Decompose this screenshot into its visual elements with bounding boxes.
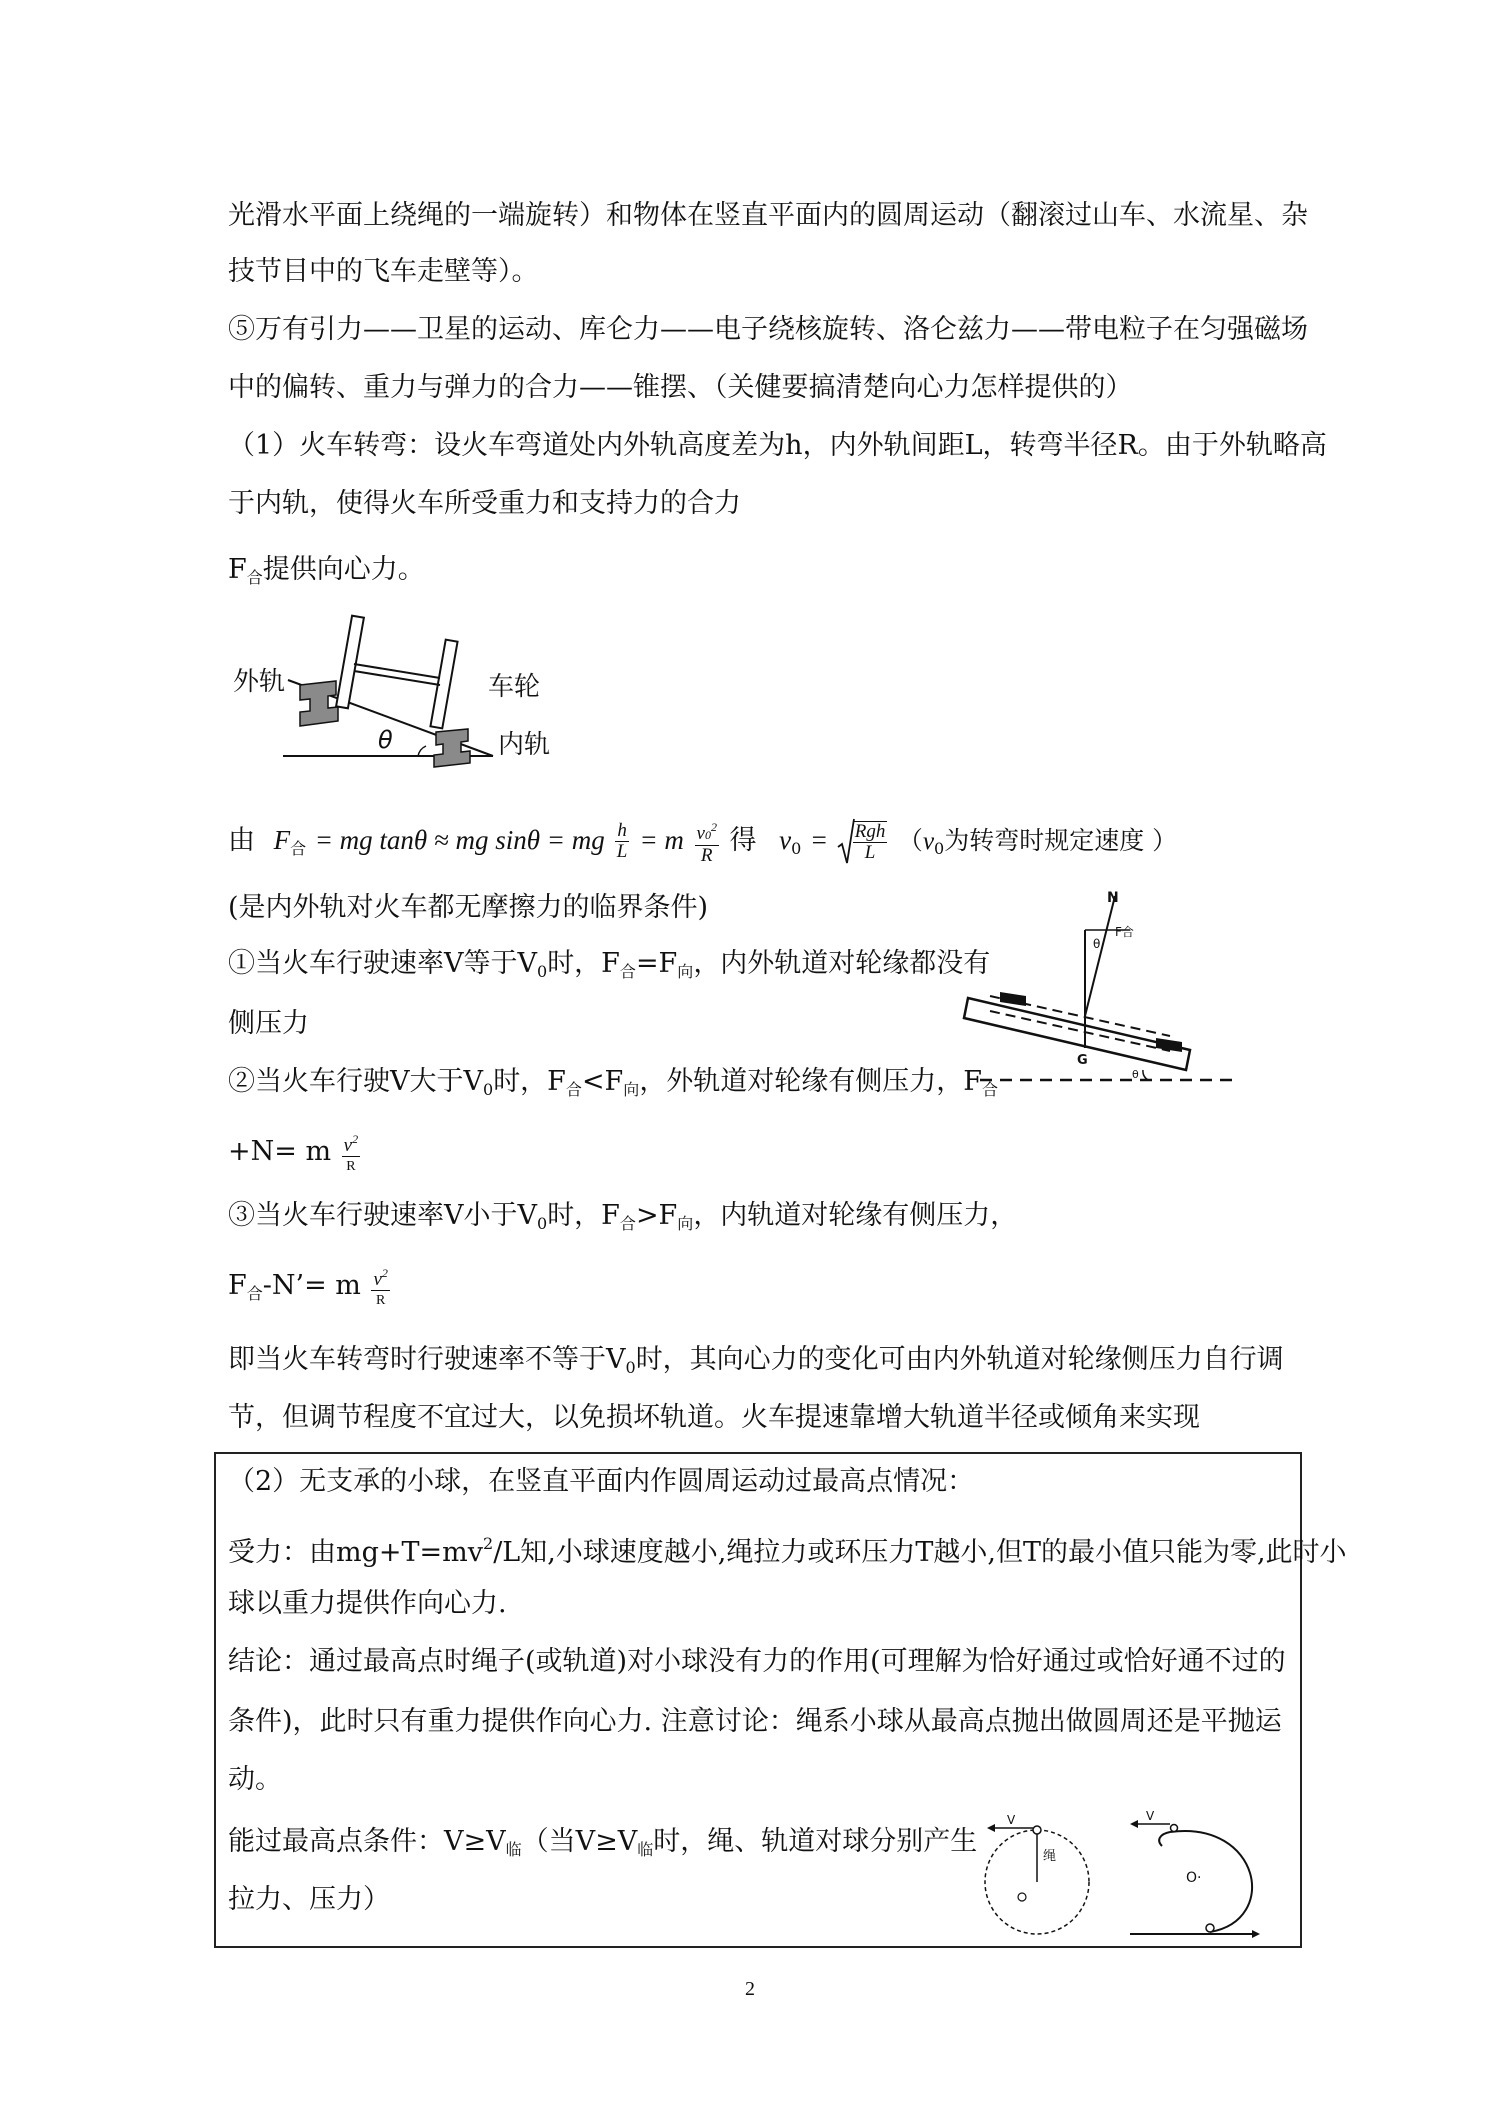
- label-N: N: [1107, 890, 1119, 906]
- text-line: 条件)，此时只有重力提供作向心力. 注意讨论：绳系小球从最高点抛出做圆周还是平抛运: [228, 1706, 1282, 1737]
- subscript: 临: [505, 1840, 522, 1859]
- label-wheel: 车轮: [488, 672, 541, 702]
- note-text: 为转弯时规定速度 ）: [944, 826, 1178, 855]
- subscript: 向: [623, 1080, 640, 1099]
- label-theta: θ: [1093, 937, 1101, 951]
- page-number: 2: [745, 1978, 755, 2000]
- text-fragment: -N’= m: [262, 1270, 361, 1301]
- text-fragment: <F: [581, 1066, 624, 1097]
- text-fragment: 时，F: [547, 1200, 620, 1231]
- numerator: h: [617, 820, 627, 841]
- label-v: V: [1146, 1810, 1155, 1823]
- text-fragment: ②当火车行驶V大于V: [228, 1066, 483, 1097]
- text-fragment: /L知,小球速度越小,绳拉力或环压力T越小,但T的最小值只能为零,此时小: [493, 1537, 1347, 1568]
- label-outer: 外轨: [233, 667, 286, 697]
- superscript: 2: [483, 1534, 494, 1553]
- text-fragment: ，内外轨道对轮缘都没有: [693, 948, 991, 979]
- denominator: R: [342, 1156, 360, 1177]
- text-fragment: >F: [635, 1200, 678, 1231]
- fraction-v0sq-over-R: [695, 817, 719, 866]
- text-line: 节，但调节程度不宜过大，以免损坏轨道。火车提速靠增大轨道半径或倾角来实现: [228, 1402, 1200, 1433]
- formula-body: = m: [639, 825, 684, 855]
- text-fragment: ，外轨道对轮缘有侧压力，F: [639, 1066, 983, 1097]
- subscript: 0: [625, 1358, 636, 1377]
- label-F: F合: [1115, 925, 1134, 939]
- paren: （: [897, 826, 923, 855]
- label-center: O·: [1186, 1870, 1202, 1886]
- text-line: 结论：通过最高点时绳子(或轨道)对小球没有力的作用(可理解为恰好通过或恰好通不过的: [228, 1646, 1286, 1677]
- rope-circle-figure: [965, 1810, 1105, 1940]
- v-symbol: v: [373, 1268, 382, 1290]
- label-theta2: θ: [1132, 1068, 1139, 1081]
- text-fragment: 受力：由mg+T=mv: [228, 1537, 483, 1568]
- text-line: ⑤万有引力——卫星的运动、库仑力——电子绕核旋转、洛仑兹力——带电粒子在匀强磁场: [228, 314, 1308, 345]
- subscript: 合: [246, 568, 263, 587]
- text-line: （1）火车转弯：设火车弯道处内外轨高度差为h，内外轨间距L，转弯半径R。由于外轨略高: [228, 430, 1327, 461]
- fraction-h-over-L: [615, 821, 629, 862]
- subscript: 0: [791, 839, 802, 858]
- track-figure: [1120, 1810, 1290, 1940]
- text-line: 中的偏转、重力与弹力的合力——锥摆、（关健要搞清楚向心力怎样提供的）: [228, 372, 1133, 403]
- v-symbol: v: [779, 825, 792, 855]
- fraction-Rgh-over-L: [853, 821, 888, 863]
- text-line: [228, 944, 990, 992]
- denominator: L: [616, 841, 628, 862]
- denominator: L: [864, 842, 876, 863]
- text-line: （2）无支承的小球，在竖直平面内作圆周运动过最高点情况：: [228, 1466, 975, 1497]
- text-line: [228, 1340, 1284, 1388]
- f-symbol: F: [228, 554, 247, 585]
- superscript: 2: [352, 1131, 359, 1146]
- formula-prefix: 由: [228, 825, 255, 856]
- label-G: G: [1077, 1053, 1088, 1068]
- text-line: [228, 1822, 977, 1870]
- text-fragment: 能过最高点条件：V≥V: [228, 1826, 506, 1857]
- text-line: (是内外轨对火车都无摩擦力的临界条件): [228, 892, 709, 923]
- subscript: 合: [565, 1080, 582, 1099]
- subscript: 合: [982, 1080, 999, 1099]
- text-fragment: ③当火车行驶速率V小于V: [228, 1200, 537, 1231]
- text-line: [228, 1524, 1347, 1573]
- formula-body: = mg tanθ ≈ mg sinθ = mg: [314, 825, 605, 855]
- subscript: 向: [677, 962, 694, 981]
- v-symbol: v: [696, 823, 705, 844]
- text-fragment: （当V≥V: [521, 1826, 638, 1857]
- subscript: 合: [290, 839, 307, 858]
- equals: =: [809, 825, 829, 855]
- numerator: [342, 1129, 360, 1156]
- subscript: 合: [619, 962, 636, 981]
- text-line: [228, 1062, 998, 1110]
- text-fragment: =F: [635, 948, 678, 979]
- sqrt: [837, 812, 890, 872]
- text-line: 于内轨，使得火车所受重力和支持力的合力: [228, 488, 741, 519]
- text-line: 球以重力提供作向心力.: [228, 1588, 507, 1619]
- f-symbol: F: [228, 1270, 247, 1301]
- text-fragment: 时，其向心力的变化可由内外轨道对轮缘侧压力自行调: [635, 1344, 1284, 1375]
- note: [897, 826, 1178, 858]
- subscript: 合: [619, 1214, 636, 1233]
- text-line: [228, 1196, 1017, 1244]
- label-inner: 内轨: [498, 730, 551, 760]
- subscript: 0: [537, 1214, 548, 1233]
- rail-cross-section-figure: [228, 610, 568, 770]
- formula-connector: 得: [729, 825, 757, 856]
- fraction-v2-over-R: [371, 1263, 389, 1311]
- text-fragment: 提供向心力。: [262, 554, 425, 585]
- text-fragment: +N= m: [228, 1136, 332, 1167]
- label-theta: θ: [378, 726, 393, 754]
- text-line: 光滑水平面上绕绳的一端旋转）和物体在竖直平面内的圆周运动（翻滚过山车、水流星、杂: [228, 200, 1308, 231]
- numerator: Rgh: [854, 821, 886, 842]
- formula-line: [228, 810, 1177, 879]
- label-v: V: [1007, 1813, 1016, 1827]
- denominator: R: [700, 845, 713, 866]
- subscript: 临: [637, 1840, 654, 1859]
- text-line: 侧压力: [228, 1008, 309, 1039]
- denominator: R: [371, 1290, 389, 1311]
- text-line: 技节目中的飞车走壁等）。: [228, 256, 539, 287]
- superscript: 2: [710, 820, 717, 834]
- text-line: 动。: [228, 1764, 282, 1795]
- text-fragment: 时，F: [547, 948, 620, 979]
- text-line: [228, 1128, 362, 1177]
- subscript: 0: [537, 962, 548, 981]
- subscript: 0: [483, 1080, 494, 1099]
- numerator: [695, 817, 719, 846]
- text-line: [228, 550, 425, 598]
- subscript: 合: [246, 1284, 263, 1303]
- text-line: [228, 1262, 392, 1318]
- subscript: 0: [704, 828, 711, 842]
- text-fragment: 时，F: [493, 1066, 566, 1097]
- subscript: 0: [934, 839, 945, 858]
- text-fragment: ①当火车行驶速率V等于V: [228, 948, 537, 979]
- text-fragment: 即当火车转弯时行驶速率不等于V: [228, 1344, 626, 1375]
- v-symbol: v: [922, 828, 935, 855]
- force-diagram-figure: [960, 888, 1250, 1098]
- text-line: 拉力、压力）: [228, 1884, 390, 1915]
- subscript: 向: [677, 1214, 694, 1233]
- fraction-v2-over-R: [342, 1129, 360, 1177]
- v-symbol: v: [343, 1134, 353, 1156]
- text-fragment: ，内轨道对轮缘有侧压力，: [693, 1200, 1018, 1231]
- superscript: 2: [381, 1265, 388, 1280]
- text-fragment: 时，绳、轨道对球分别产生: [653, 1826, 978, 1857]
- label-rope: 绳: [1043, 1849, 1057, 1864]
- f-symbol: F: [273, 825, 291, 855]
- numerator: [371, 1263, 389, 1290]
